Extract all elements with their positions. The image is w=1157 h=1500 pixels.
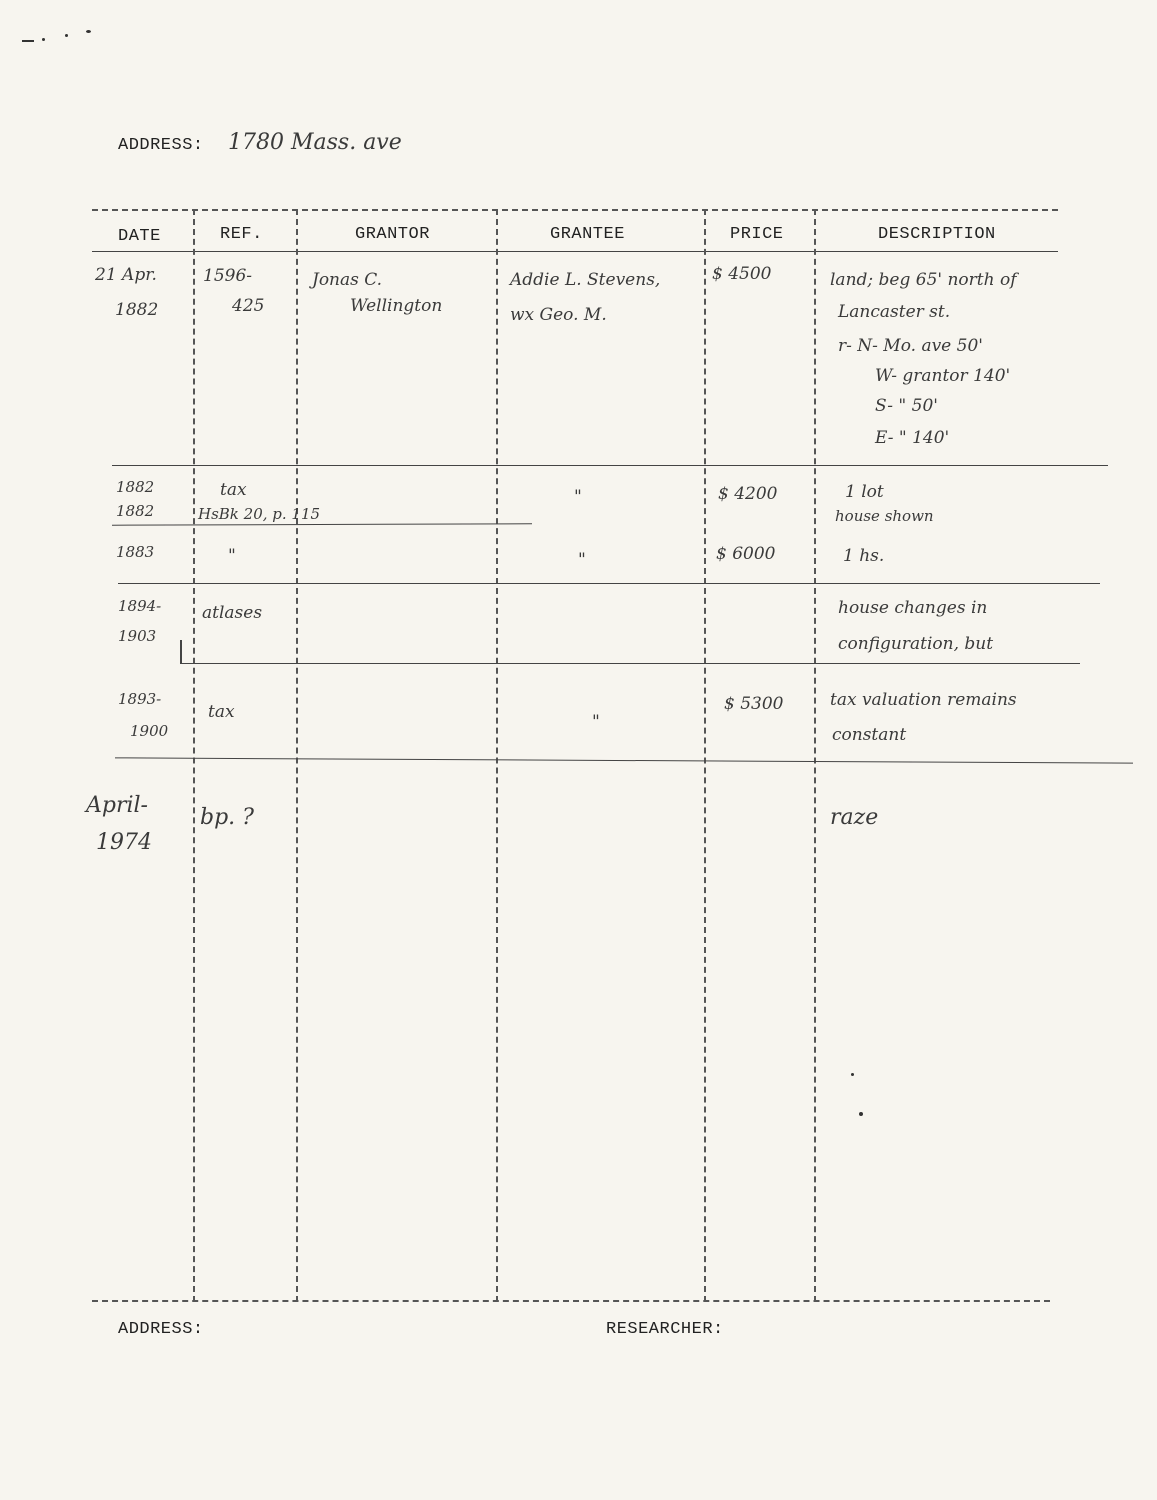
row5-ref: tax [208,702,235,722]
row2-date-line1: 1882 [116,478,155,496]
stray-mark [22,40,34,42]
row4-ref: atlases [202,603,263,623]
row5-date-line2: 1900 [130,722,169,740]
row3-description: 1 hs. [843,546,885,566]
row1-grantor-line1: Jonas C. [312,270,383,290]
row1-ref-line1: 1596- [203,266,253,286]
column-header-grantee: GRANTEE [550,225,625,244]
column-header-ref: REF. [220,225,263,244]
column-header-price: PRICE [730,225,784,244]
stray-mark [42,38,45,41]
column-divider [704,209,706,1302]
row-separator [115,757,1133,763]
row2-grantee: " [574,487,582,507]
row6-date-line2: 1974 [96,830,152,855]
row2-description-line2: house shown [835,507,934,525]
row1-description-line5: S- " 50' [875,396,938,416]
row2-ref-line1: tax [220,480,247,500]
column-header-date: DATE [118,227,161,246]
row1-description-line1: land; beg 65' north of [830,270,1017,290]
stray-mark [86,30,91,33]
row-separator [180,663,1080,664]
row2-description-line1: 1 lot [845,482,884,502]
row-separator [118,583,1100,584]
column-divider [296,209,298,1302]
speck [851,1073,854,1076]
footer-researcher-label: RESEARCHER: [606,1320,724,1339]
table-bottom-border [92,1300,1050,1302]
row2-date-line2: 1882 [116,502,155,520]
row3-price: $ 6000 [716,544,776,564]
address-label: ADDRESS: [118,136,204,155]
row1-price: $ 4500 [712,264,772,284]
row4-date-line1: 1894- [118,597,162,615]
row2-ref-line2: HsBk 20, p. 115 [198,505,321,523]
row-separator [112,465,1108,466]
row4-description-line2: configuration, but [838,634,994,654]
row1-grantee-line2: wx Geo. M. [510,305,607,325]
column-divider [193,209,195,1302]
column-divider [496,209,498,1302]
row1-description-line3: r- N- Mo. ave 50' [838,336,983,356]
row6-date-line1: April- [86,793,148,818]
row1-date-line2: 1882 [115,300,159,320]
row1-grantor-line2: Wellington [350,296,443,316]
row5-description-line1: tax valuation remains [830,690,1017,710]
row5-date-line1: 1893- [118,690,162,708]
row3-date: 1883 [116,543,155,561]
row-separator [112,523,532,525]
row1-grantee-line1: Addie L. Stevens, [510,270,661,290]
row1-ref-line2: 425 [232,296,265,316]
footer-address-label: ADDRESS: [118,1320,204,1339]
row3-grantee: " [578,550,586,570]
row1-description-line4: W- grantor 140' [875,366,1011,386]
table-top-border [92,209,1058,211]
row6-ref: bp. ? [200,805,254,830]
row4-date-line2: 1903 [118,627,157,645]
header-bottom-border [92,251,1058,252]
row6-description: raze [830,805,879,830]
row5-price: $ 5300 [724,694,784,714]
row1-description-line6: E- " 140' [875,428,950,448]
row4-description-line1: house changes in [838,598,988,618]
row5-grantee: " [592,712,600,732]
address-value: 1780 Mass. ave [228,130,402,155]
column-divider [814,209,816,1302]
row3-ref: " [228,546,236,566]
row2-price: $ 4200 [718,484,778,504]
column-header-description: DESCRIPTION [878,225,996,244]
column-header-grantor: GRANTOR [355,225,430,244]
row5-description-line2: constant [832,725,907,745]
stray-mark [65,34,68,37]
row1-description-line2: Lancaster st. [838,302,951,322]
speck [859,1112,863,1116]
row-separator [180,640,182,664]
row1-date-line1: 21 Apr. [95,265,157,285]
